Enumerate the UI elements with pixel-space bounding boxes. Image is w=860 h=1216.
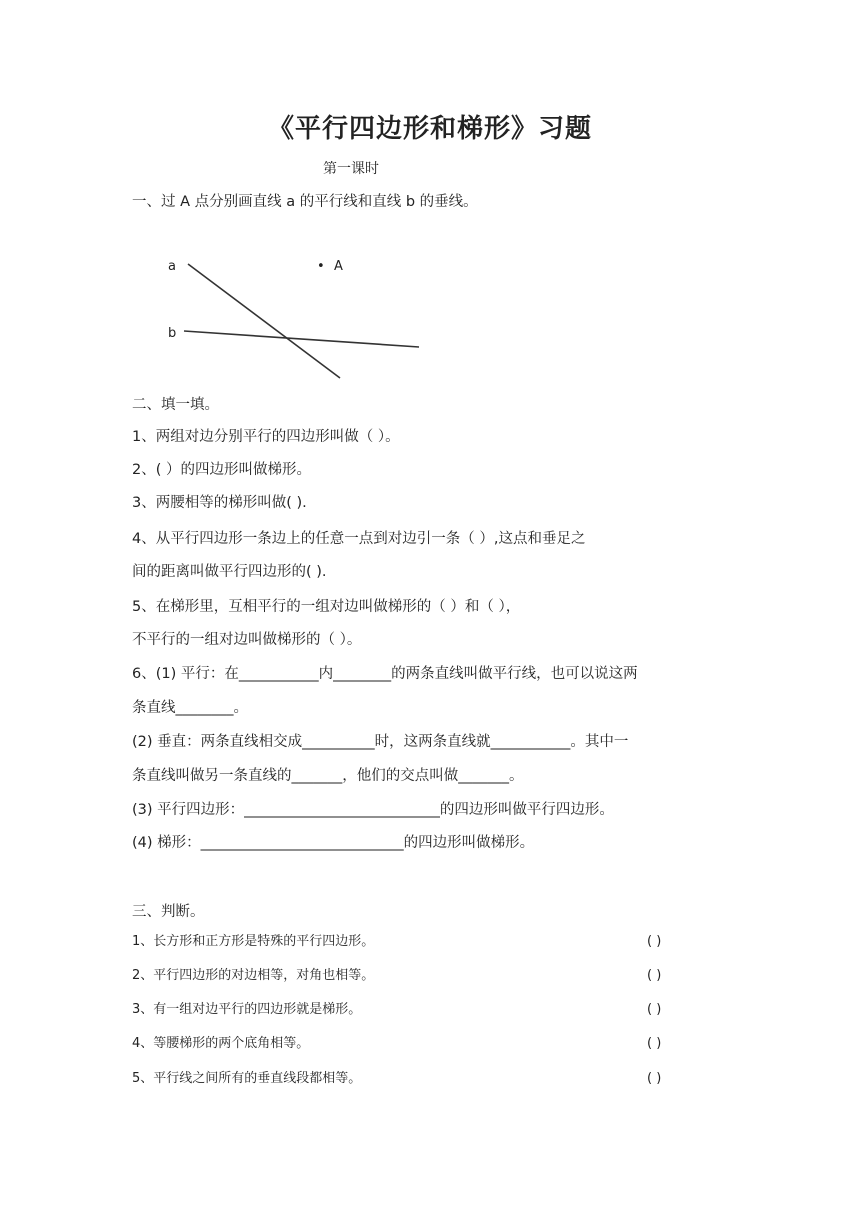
fill-q4-line1: 4、从平行四边形一条边上的任意一点到对边引一条（ ）,这点和垂足之	[132, 531, 586, 547]
fill-q5-line2: 不平行的一组对边叫做梯形的（ ）。	[132, 632, 362, 648]
fill-q6-4: (4) 梯形：____________________________的四边形叫做梯形。	[132, 835, 535, 851]
label-point-a: A	[334, 259, 343, 274]
judge-item-text: 3、有一组对边平行的四边形就是梯形。	[132, 1002, 362, 1017]
judge-item-text: 5、平行线之间所有的垂直线段都相等。	[132, 1071, 362, 1086]
judge-item-bracket[interactable]: ( )	[647, 1036, 662, 1051]
fill-q2: 2、( ）的四边形叫做梯形。	[132, 462, 311, 478]
section1-heading: 一、过 A 点分别画直线 a 的平行线和直线 b 的垂线。	[132, 194, 478, 210]
fill-q6-3: (3) 平行四边形：___________________________的四边形叫做平行四边形。	[132, 802, 614, 818]
judge-item-bracket[interactable]: ( )	[647, 968, 662, 983]
fill-q6-1-line2: 条直线________。	[132, 700, 248, 716]
label-line-a: a	[168, 259, 176, 274]
fill-q6-2-line2: 条直线叫做另一条直线的_______，他们的交点叫做_______。	[132, 768, 524, 784]
judge-item-text: 2、平行四边形的对边相等，对角也相等。	[132, 968, 375, 983]
page-title: 《平行四边形和梯形》习题	[267, 114, 592, 144]
fill-q5-line1: 5、在梯形里，互相平行的一组对边叫做梯形的（ ）和（ ），	[132, 599, 521, 615]
judge-item-bracket[interactable]: ( )	[647, 1002, 662, 1017]
fill-q6-1-line1: 6、(1) 平行：在___________内________的两条直线叫做平行线，也可以说这两	[132, 666, 638, 682]
section2-heading: 二、填一填。	[132, 397, 219, 413]
line-b	[184, 331, 419, 347]
point-a-dot: •	[317, 259, 325, 274]
fill-q3: 3、两腰相等的梯形叫做( ).	[132, 495, 307, 511]
lines-figure	[160, 250, 460, 390]
lesson-subtitle: 第一课时	[323, 161, 379, 177]
fill-q6-2-line1: (2) 垂直：两条直线相交成__________时，这两条直线就___________。其中一	[132, 734, 629, 750]
fill-q4-line2: 间的距离叫做平行四边形的( ).	[132, 564, 327, 580]
judge-item-text: 4、等腰梯形的两个底角相等。	[132, 1036, 310, 1051]
fill-q1: 1、两组对边分别平行的四边形叫做（ ）。	[132, 429, 400, 445]
judge-item-bracket[interactable]: ( )	[647, 1071, 662, 1086]
section3-heading: 三、判断。	[132, 904, 205, 920]
judge-item-text: 1、长方形和正方形是特殊的平行四边形。	[132, 934, 375, 949]
line-a	[188, 264, 340, 378]
judge-item-bracket[interactable]: ( )	[647, 934, 662, 949]
label-line-b: b	[168, 326, 177, 341]
